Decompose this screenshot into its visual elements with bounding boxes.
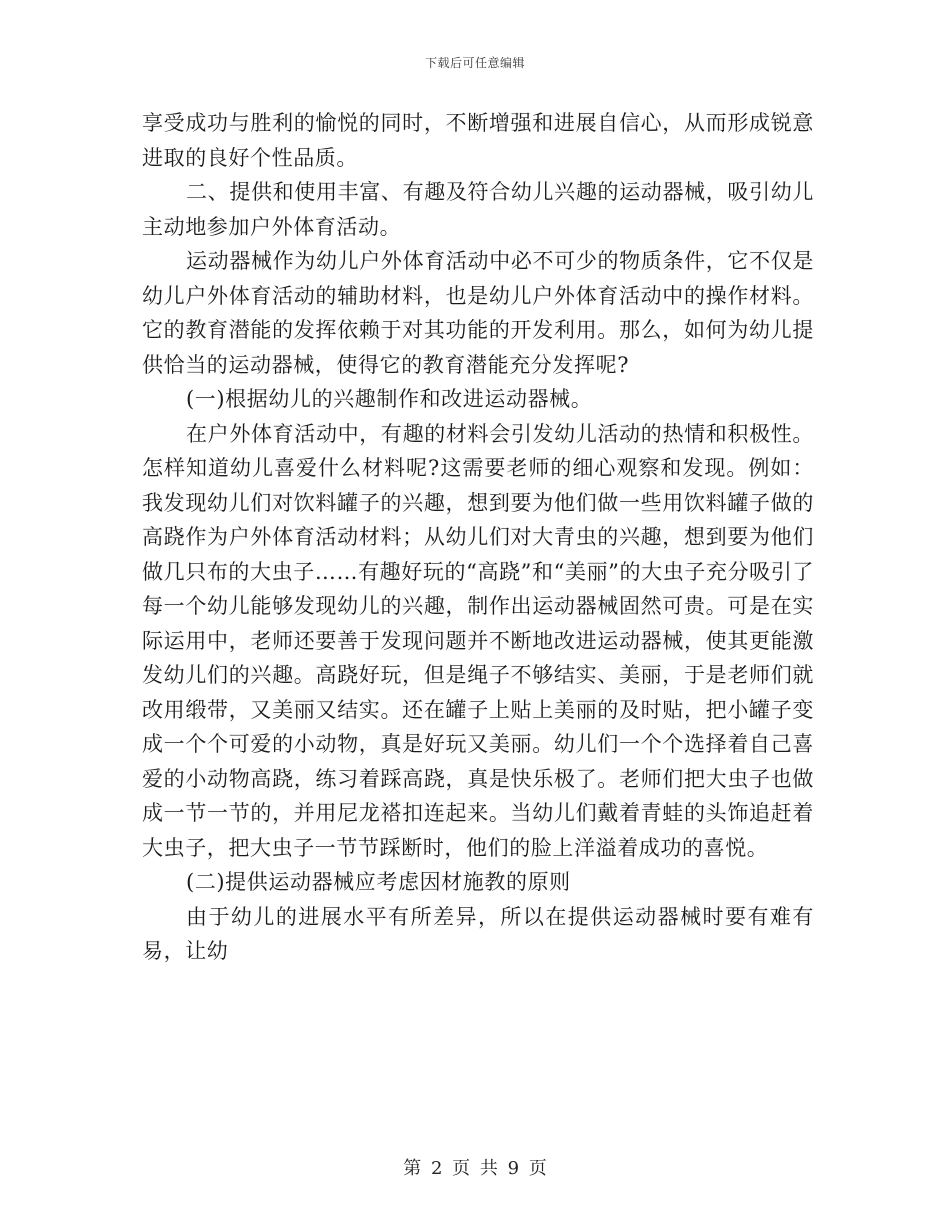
subsection-heading: (二)提供运动器械应考虑因材施教的原则 bbox=[186, 870, 571, 894]
paragraph: 享受成功与胜利的愉悦的同时，不断增强和进展自信心，从而形成锐意进取的良好个性品质。 bbox=[142, 111, 814, 170]
paragraph: 在户外体育活动中，有趣的材料会引发幼儿活动的热情和积极性。怎样知道幼儿喜爱什么材料呢?这需要老师的细心观察和发现。例如：我发现幼儿们对饮料罐子的兴趣，想到要为他们做一些用饮料罐子做的高跷作为户外体育活动材料；从幼儿们对大青虫的兴趣，想到要为他们做几只布的大虫子……有趣好玩的“高跷”和“美丽”的大虫子充分吸引了每一个幼儿能够发现幼儿的兴趣，制作出运动器械固然可贵。可是在实际运用中，老师还要善于发现问题并不断地改进运动器械，使其更能激发幼儿们的兴趣。高跷好玩，但是绳子不够结实、美丽，于是老师们就改用缎带，又美丽又结实。还在罐子上贴上美丽的及时贴，把小罐子变成一个个可爱的小动物，真是好玩又美丽。幼儿们一个个选择着自己喜爱的小动物高跷，练习着踩高跷，真是快乐极了。老师们把大虫子也做成一节一节的，并用尼龙褡扣连起来。当幼儿们戴着青蛙的头饰追赶着大虫子，把大虫子一节节踩断时，他们的脸上洋溢着成功的喜悦。 bbox=[142, 421, 814, 860]
section-heading: 二、提供和使用丰富、有趣及符合幼儿兴趣的运动器械，吸引幼儿主动地参加户外体育活动。 bbox=[142, 180, 814, 239]
document-body bbox=[142, 106, 814, 969]
page-footer: 第 2 页 共 9 页 bbox=[403, 1158, 547, 1179]
subsection-heading: (一)根据幼儿的兴趣制作和改进运动器械。 bbox=[186, 387, 593, 411]
page-header: 下载后可任意编辑 bbox=[424, 56, 525, 70]
paragraph: 运动器械作为幼儿户外体育活动中必不可少的物质条件，它不仅是幼儿户外体育活动的辅助材料，也是幼儿户外体育活动中的操作材料。它的教育潜能的发挥依赖于对其功能的开发利用。那么，如何为幼儿提供恰当的运动器械，使得它的教育潜能充分发挥呢? bbox=[142, 249, 814, 377]
paragraph: 由于幼儿的进展水平有所差异，所以在提供运动器械时要有难有易，让幼 bbox=[142, 904, 814, 963]
